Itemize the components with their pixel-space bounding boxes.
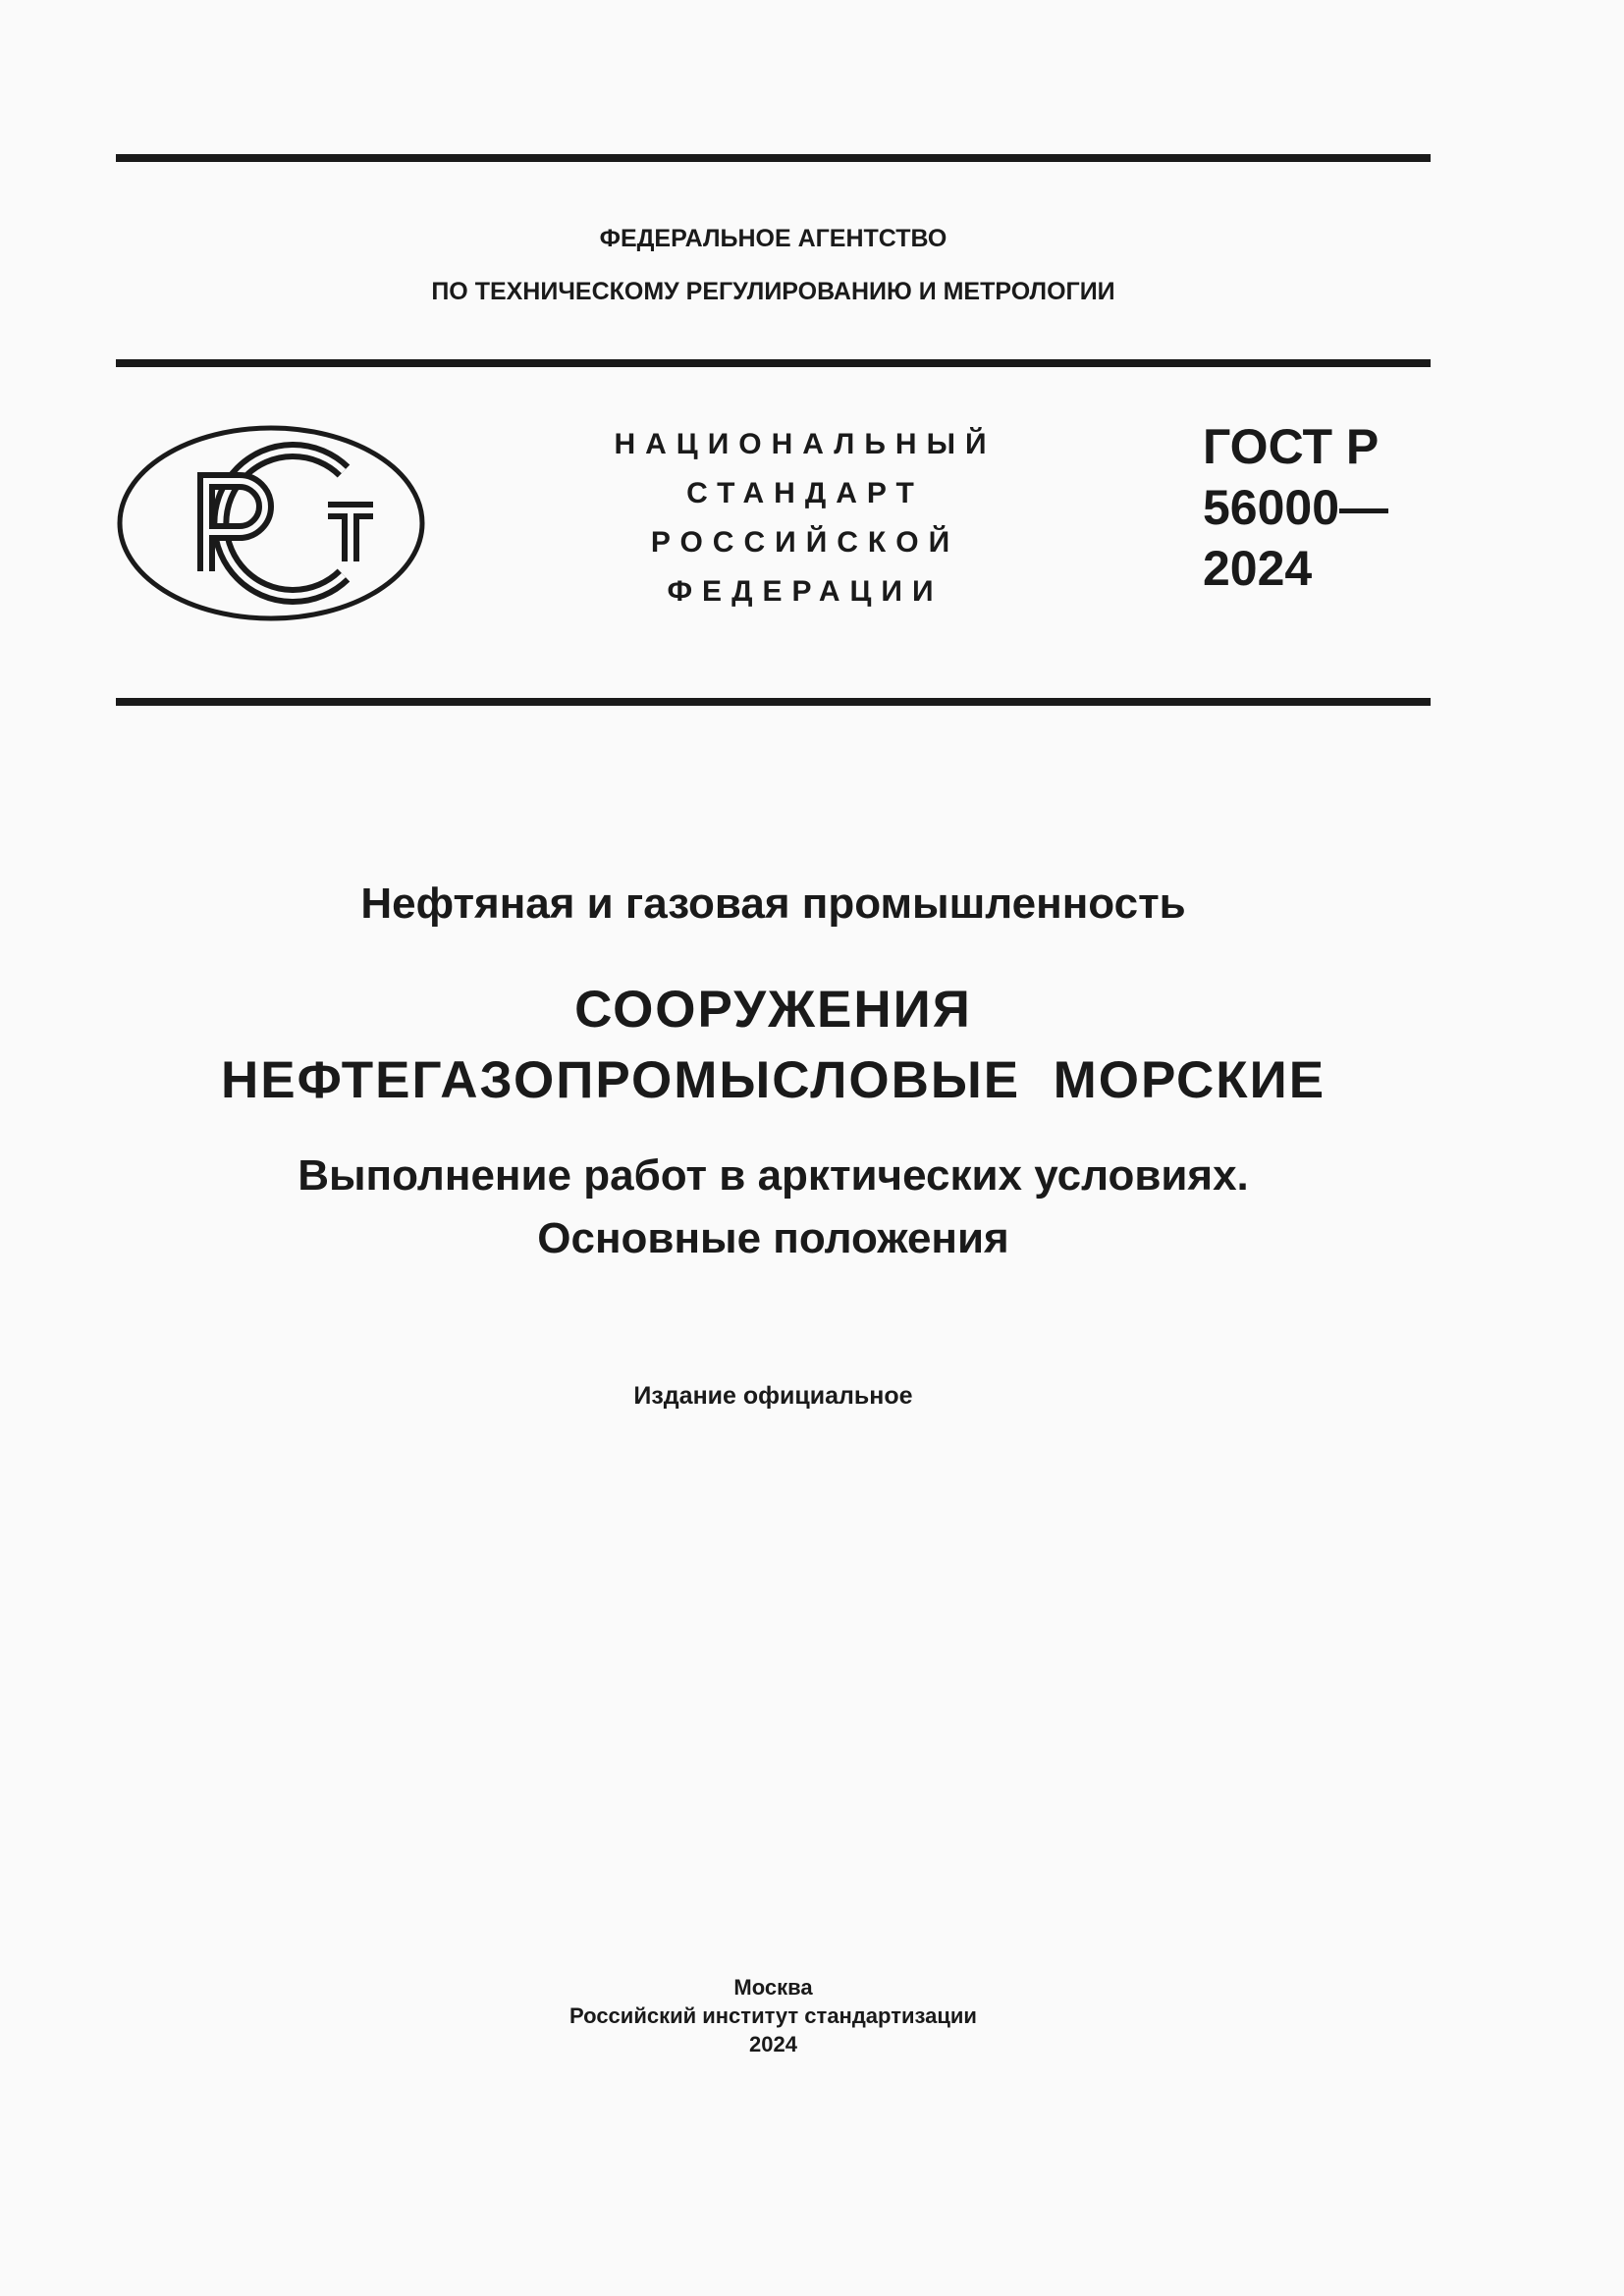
imprint-city: Москва — [733, 1975, 813, 2000]
designation-line-3: 2024 — [1203, 541, 1313, 596]
national-standard-line-1: НАЦИОНАЛЬНЫЙ — [614, 428, 997, 460]
standard-designation — [1203, 416, 1438, 599]
imprint-publisher: Российский институт стандартизации — [569, 2003, 977, 2028]
subtitle — [0, 1145, 1546, 1270]
designation-line-1: ГОСТ Р — [1203, 419, 1380, 474]
imprint-year: 2024 — [749, 2032, 797, 2056]
main-title-line-1: СООРУЖЕНИЯ — [574, 981, 972, 1039]
rst-gost-emblem-icon — [116, 424, 426, 622]
industry-title: Нефтяная и газовая промышленность — [360, 880, 1186, 928]
main-title — [0, 975, 1546, 1116]
agency-line-1: ФЕДЕРАЛЬНОЕ АГЕНТСТВО — [599, 225, 947, 252]
agency-block — [0, 212, 1546, 318]
logo-rule — [116, 698, 1431, 706]
national-standard-label — [569, 420, 1041, 616]
imprint-block — [0, 1973, 1546, 2058]
main-title-line-2: НЕФТЕГАЗОПРОМЫСЛОВЫЕ МОРСКИЕ — [220, 1051, 1326, 1109]
top-rule — [116, 154, 1431, 162]
national-standard-line-3: РОССИЙСКОЙ — [650, 526, 960, 559]
national-standard-line-4: ФЕДЕРАЦИИ — [667, 575, 944, 608]
edition-label: Издание официальное — [633, 1382, 913, 1410]
subtitle-line-1: Выполнение работ в арктических условиях. — [298, 1151, 1249, 1200]
subtitle-line-2: Основные положения — [537, 1214, 1009, 1262]
agency-line-2: ПО ТЕХНИЧЕСКОМУ РЕГУЛИРОВАНИЮ И МЕТРОЛОГИИ — [431, 278, 1115, 305]
national-standard-line-2: СТАНДАРТ — [686, 477, 924, 509]
header-rule — [116, 359, 1431, 367]
designation-line-2: 56000— — [1203, 480, 1389, 535]
